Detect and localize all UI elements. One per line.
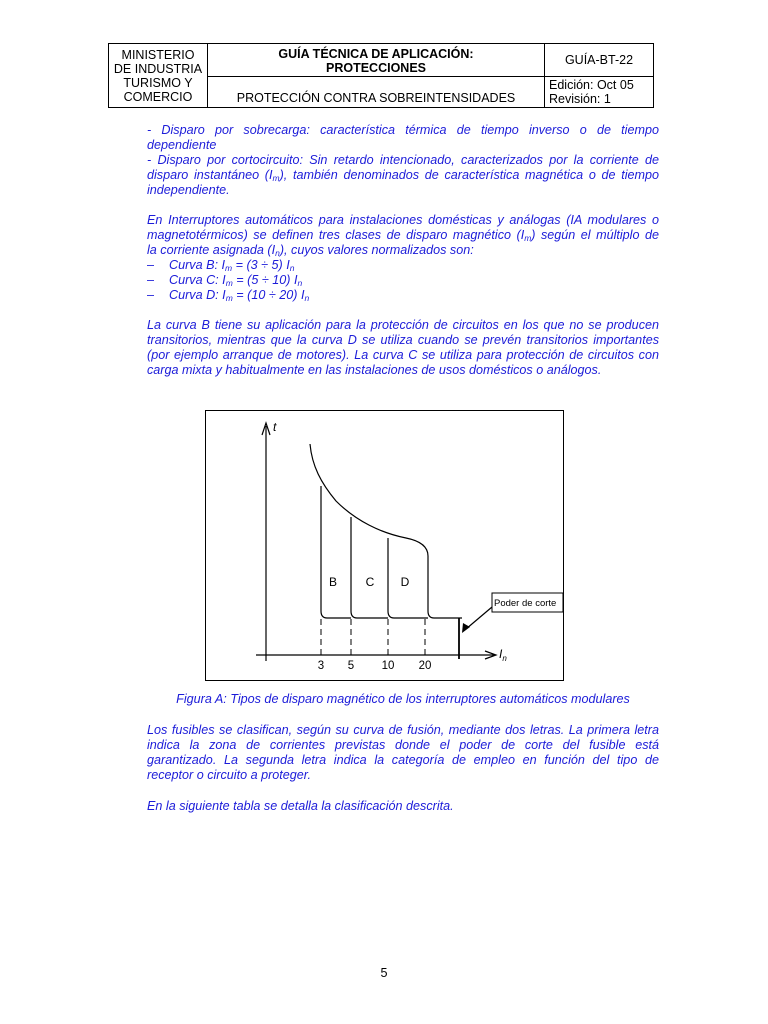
list-dash: –	[147, 273, 155, 287]
x-axis-label	[499, 647, 507, 663]
curve-list-item	[147, 273, 659, 288]
list-dash: –	[147, 288, 155, 302]
paragraph-table-intro: En la siguiente tabla se detalla la clasificación descrita.	[147, 799, 454, 813]
text-fragment: Curva B: I	[169, 258, 225, 272]
text-fragment: = (3 ÷ 5) I	[232, 258, 290, 272]
text-line: La curva B tiene su aplicación para la protección de circuitos en los que no se producen	[147, 318, 659, 332]
x-tick-label: 20	[418, 660, 432, 672]
subscript: m	[225, 293, 233, 303]
x-axis-label-sub: n	[502, 654, 507, 663]
trip-curve-diagram	[206, 411, 563, 680]
text-fragment: = (10 ÷ 20) I	[232, 288, 305, 302]
text-line	[147, 168, 659, 183]
text-fragment: ), también denominados de característica magnética o de tiempo	[279, 168, 659, 182]
x-tick-label: 10	[381, 660, 395, 672]
text-line: independiente.	[147, 183, 230, 197]
text-fragment: disparo instantáneo (I	[147, 168, 273, 182]
guide-code: GUÍA-BT-22	[545, 44, 654, 77]
curve-c-boundary	[351, 517, 388, 618]
annotation-arrow-line	[466, 607, 492, 629]
revision-label: Revisión: 1	[549, 92, 611, 106]
subscript: n	[275, 248, 280, 258]
text-line: garantizado. La segunda letra indica la categoría de empleo en función del tipo de	[147, 753, 659, 767]
paragraph-fuse-classification	[147, 723, 659, 783]
curve-list-item	[147, 258, 659, 273]
text-line	[147, 243, 659, 258]
text-line: indica la zona de corrientes previstas donde el poder de corte del fusible está	[147, 738, 659, 752]
document-header	[108, 43, 654, 108]
region-label-c: C	[365, 575, 375, 589]
text-fragment: Curva C: I	[169, 273, 226, 287]
text-fragment: la corriente asignada (I	[147, 243, 276, 257]
trip-curve-figure	[205, 410, 564, 681]
x-tick-label: 5	[347, 660, 355, 672]
subscript: m	[225, 278, 233, 288]
paragraph-curve-application	[147, 318, 659, 378]
page-number: 5	[380, 966, 388, 980]
figure-caption: Figura A: Tipos de disparo magnético de los interruptores automáticos modulares	[176, 692, 630, 706]
guide-title-cell	[208, 44, 545, 77]
text-line: receptor o circuito a proteger.	[147, 768, 312, 782]
text-fragment: ) según el múltiplo de	[531, 228, 659, 242]
text-fragment: magnetotérmicos) se definen tres clases de disparo magnético (I	[147, 228, 525, 242]
text-line: - Disparo por sobrecarga: característica térmica de tiempo inverso o de tiempo	[147, 123, 659, 137]
edition-label: Edición: Oct 05	[549, 78, 634, 92]
ministry-line: DE INDUSTRIA	[113, 61, 203, 76]
text-fragment: Curva D: I	[169, 288, 226, 302]
y-axis-label: t	[273, 420, 277, 434]
guide-title-line2: PROTECCIONES	[325, 61, 426, 75]
ministry-cell	[109, 44, 208, 108]
text-line: (por ejemplo arranque de motores). La curva C se utiliza para protección de circuitos con	[147, 348, 659, 362]
text-line: - Disparo por cortocircuito: Sin retardo intencionado, caracterizados por la corriente de	[147, 153, 659, 167]
subscript: m	[272, 173, 280, 183]
ministry-line: COMERCIO	[123, 89, 193, 104]
paragraph-trip-types	[147, 123, 659, 198]
ministry-line: MINISTERIO	[121, 47, 195, 62]
text-fragment: = (5 ÷ 10) I	[232, 273, 298, 287]
curve-b-boundary	[321, 486, 351, 618]
curve-list-item	[147, 288, 659, 303]
text-line: carga mixta y habitualmente en las instalaciones de usos domésticos o análogos.	[147, 363, 602, 377]
text-fragment: ), cuyos valores normalizados son:	[279, 243, 474, 257]
subscript: n	[304, 293, 310, 303]
paragraph-curve-classes	[147, 213, 659, 303]
text-line: transitorios, mientras que la curva D se utiliza cuando se prevén transitorios importantes	[147, 333, 659, 347]
annotation-arrowhead	[462, 623, 470, 633]
x-axis-label-main: I	[499, 647, 503, 661]
subscript: n	[289, 263, 295, 273]
text-line	[147, 228, 659, 243]
text-line: En Interruptores automáticos para instalaciones domésticas y análogas (IA modulares o	[147, 213, 659, 227]
subscript: m	[225, 263, 233, 273]
x-tick-label: 3	[317, 660, 325, 672]
subscript: m	[524, 233, 532, 243]
section-subtitle: PROTECCIÓN CONTRA SOBREINTENSIDADES	[208, 77, 545, 108]
edition-cell	[545, 77, 654, 108]
ministry-line: TURISMO Y	[123, 75, 193, 90]
guide-title-line1: GUÍA TÉCNICA DE APLICACIÓN:	[278, 47, 474, 61]
region-label-d: D	[400, 575, 410, 589]
text-line: Los fusibles se clasifican, según su curva de fusión, mediante dos letras. La primera letra	[147, 723, 659, 737]
subscript: n	[297, 278, 303, 288]
annotation-label: Poder de corte	[494, 598, 557, 609]
trip-curve-envelope	[310, 444, 462, 618]
list-dash: –	[147, 258, 155, 272]
region-label-b: B	[328, 575, 338, 589]
text-line: dependiente	[147, 138, 217, 152]
